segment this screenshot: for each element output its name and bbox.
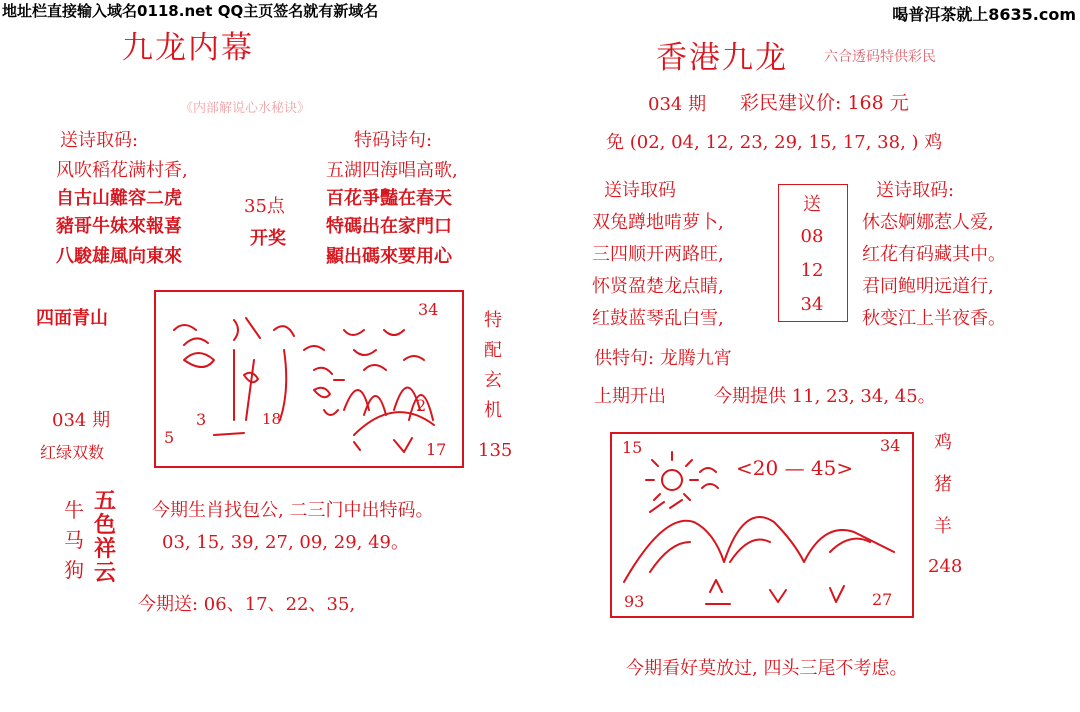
- right-drawing-bottom-right: 27: [872, 590, 893, 609]
- left-subtitle: 《内部解说心水秘诀》: [180, 101, 311, 116]
- right-title-suffix: 六合透码特供彩民: [824, 49, 936, 65]
- left-animal-3: 狗: [64, 558, 84, 582]
- left-drawing-middle-left: 3: [196, 410, 207, 429]
- right-rabbit-line: 免 (02, 04, 12, 23, 29, 15, 17, 38, ) 鸡: [606, 132, 943, 153]
- left-side-label: 四面青山: [36, 308, 108, 329]
- left-issue-hint: 红绿双数: [40, 443, 105, 462]
- left-drawing-top-right: 34: [418, 300, 439, 319]
- left-poem-left-heading: 送诗取码:: [60, 130, 139, 151]
- right-issue: 034 期: [648, 94, 707, 115]
- left-five-colors-2: 色: [94, 512, 117, 538]
- right-send-box-num-3: 34: [800, 294, 824, 315]
- left-five-colors-3: 祥: [94, 536, 117, 562]
- left-animal-2: 马: [64, 528, 84, 552]
- left-poem-right-line-4: 顯出碼來要用心: [326, 246, 452, 267]
- left-right-vertical-2: 配: [484, 340, 502, 361]
- right-side-list-3: 羊: [934, 516, 952, 537]
- right-poem-left-line-4: 红鼓蓝琴乱白雪,: [592, 308, 724, 329]
- right-drawing-top-right: 34: [880, 436, 901, 455]
- right-poem-right-line-4: 秋变江上半夜香。: [862, 308, 1006, 329]
- left-poem-right-line-2: 百花爭豔在春天: [326, 188, 452, 209]
- left-right-vertical-1: 特: [484, 310, 502, 331]
- right-send-box-num-1: 08: [800, 226, 824, 247]
- left-poem-left-line-1: 风吹稻花满村香,: [56, 160, 188, 181]
- right-side-list-1: 鸡: [934, 432, 952, 453]
- left-center-mid-1: 35点: [244, 196, 285, 217]
- left-drawing-middle-digit: 2: [416, 396, 427, 415]
- left-poem-right-line-3: 特碼出在家門口: [326, 216, 452, 237]
- left-send-line: 今期送: 06、17、22、35,: [138, 594, 356, 615]
- left-poem-right-heading: 特码诗句:: [354, 130, 433, 151]
- left-drawing-middle-numbers: 18: [262, 410, 282, 428]
- right-price: 彩民建议价: 168 元: [740, 92, 909, 114]
- right-footer: 今期看好莫放过, 四头三尾不考虑。: [626, 658, 908, 679]
- right-poem-left-line-3: 怀贤盈楚龙点睛,: [592, 276, 724, 297]
- right-poem-left-line-2: 三四顺开两路旺,: [592, 244, 724, 265]
- right-last-open-label: 上期开出: [594, 386, 666, 407]
- left-poem-left-line-3: 豬哥牛妹來報喜: [56, 216, 182, 237]
- right-this-provide: 今期提供 11, 23, 34, 45。: [714, 386, 936, 407]
- left-right-number: 135: [478, 440, 513, 461]
- right-poem-left-heading: 送诗取码: [604, 180, 676, 201]
- right-poem-left-line-1: 双兔蹲地啃萝卜,: [592, 212, 724, 233]
- left-five-colors-4: 云: [94, 560, 117, 586]
- left-zodiac-numbers: 03, 15, 39, 27, 09, 29, 49。: [162, 532, 409, 553]
- left-animal-1: 牛: [64, 498, 84, 522]
- right-drawing-top-left: 15: [622, 438, 643, 457]
- right-poem-right-line-3: 君同鲍明远道行,: [862, 276, 994, 297]
- left-right-vertical-3: 玄: [484, 370, 502, 391]
- right-drawing-bottom-left: 93: [624, 592, 645, 611]
- left-drawing-sketch: [154, 290, 460, 464]
- right-drawing-sun-text: <20 — 45>: [736, 456, 854, 480]
- left-title: 九龙内幕: [122, 30, 254, 66]
- left-right-vertical-4: 机: [484, 400, 502, 421]
- banner-left-text: 地址栏直接输入域名0118.net QQ主页签名就有新域名: [2, 2, 379, 20]
- left-drawing-bottom-left: 5: [164, 428, 175, 447]
- left-five-colors-1: 五: [94, 488, 117, 514]
- left-zodiac-tip: 今期生肖找包公, 二三门中出特码。: [152, 500, 434, 521]
- right-special-phrase: 供特句: 龙腾九宵: [594, 348, 732, 369]
- left-poem-right-line-1: 五湖四海唱高歌,: [326, 160, 458, 181]
- right-side-list-4: 248: [928, 556, 963, 577]
- right-send-box-label: 送: [803, 194, 821, 215]
- left-poem-left-line-2: 自古山難容二虎: [56, 188, 182, 209]
- left-poem-left-line-4: 八駿雄風向東來: [56, 246, 182, 267]
- right-poem-right-line-1: 休态婀娜惹人爱,: [862, 212, 994, 233]
- left-drawing-bottom-right: 17: [426, 440, 447, 459]
- banner-right-text: 喝普洱茶就上8635.com: [892, 5, 1076, 24]
- right-poem-right-line-2: 红花有码藏其中。: [862, 244, 1006, 265]
- right-poem-right-heading: 送诗取码:: [876, 180, 955, 201]
- left-center-mid-2: 开奖: [250, 228, 286, 249]
- right-side-list-2: 猪: [934, 474, 952, 495]
- left-issue: 034 期: [52, 410, 111, 431]
- right-title: 香港九龙: [656, 40, 788, 76]
- right-send-box-num-2: 12: [800, 260, 824, 281]
